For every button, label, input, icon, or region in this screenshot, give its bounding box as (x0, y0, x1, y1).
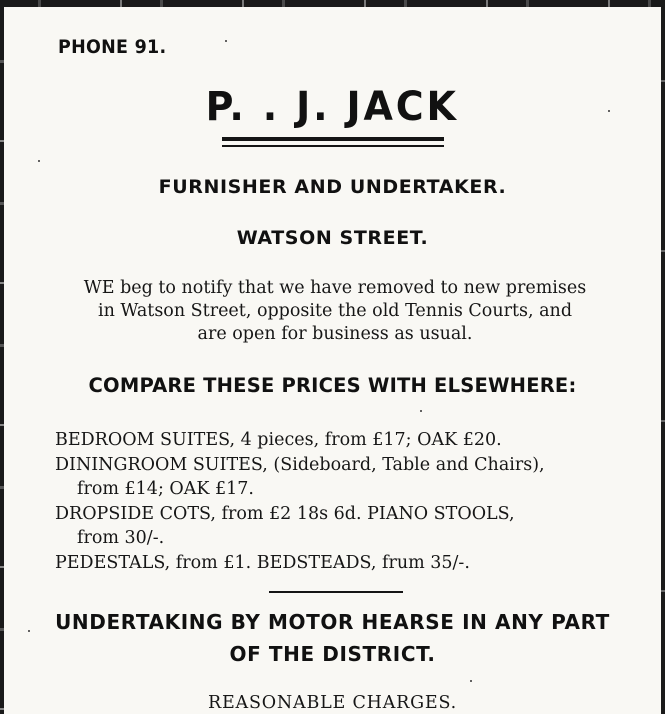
name-underline-thin (222, 145, 444, 147)
print-speck (420, 410, 422, 412)
trade-description: FURNISHER AND UNDERTAKER. (158, 176, 507, 198)
price-line: from £14; OAK £17. (77, 479, 254, 499)
print-speck (608, 110, 610, 112)
notice-line: are open for business as usual. (197, 324, 473, 344)
print-speck (470, 680, 472, 682)
price-list (55, 428, 635, 575)
relocation-notice (50, 277, 620, 346)
print-speck (225, 40, 227, 42)
phone-number: PHONE 91. (58, 36, 167, 58)
street-address: WATSON STREET. (236, 227, 429, 249)
print-speck (38, 160, 40, 162)
compare-heading: COMPARE THESE PRICES WITH ELSEWHERE: (88, 374, 577, 397)
undertaking-line: OF THE DISTRICT. (229, 642, 436, 666)
business-name (0, 84, 665, 130)
section-divider (269, 591, 403, 593)
business-name-text: P. . J. JACK (205, 84, 460, 130)
top-border (0, 0, 665, 7)
name-underline-thick (222, 137, 444, 141)
undertaking-notice (0, 606, 665, 670)
price-line: from 30/-. (77, 528, 165, 548)
price-line: DININGROOM SUITES, (Sideboard, Table and Chairs), (55, 454, 545, 475)
notice-line: WE beg to notify that we have removed to new premises (83, 278, 587, 298)
price-line: DROPSIDE COTS, from £2 18s 6d. PIANO STOOLS, (55, 503, 515, 524)
price-line: BEDROOM SUITES, 4 pieces, from £17; OAK £20. (55, 430, 502, 450)
price-line: PEDESTALS, from £1. BEDSTEADS, frum 35/-. (55, 552, 470, 573)
reasonable-charges: REASONABLE CHARGES. (207, 693, 458, 713)
print-speck (28, 630, 30, 632)
notice-line: in Watson Street, opposite the old Tennis Courts, and (97, 301, 573, 321)
undertaking-line: UNDERTAKING BY MOTOR HEARSE IN ANY PART (55, 610, 610, 634)
